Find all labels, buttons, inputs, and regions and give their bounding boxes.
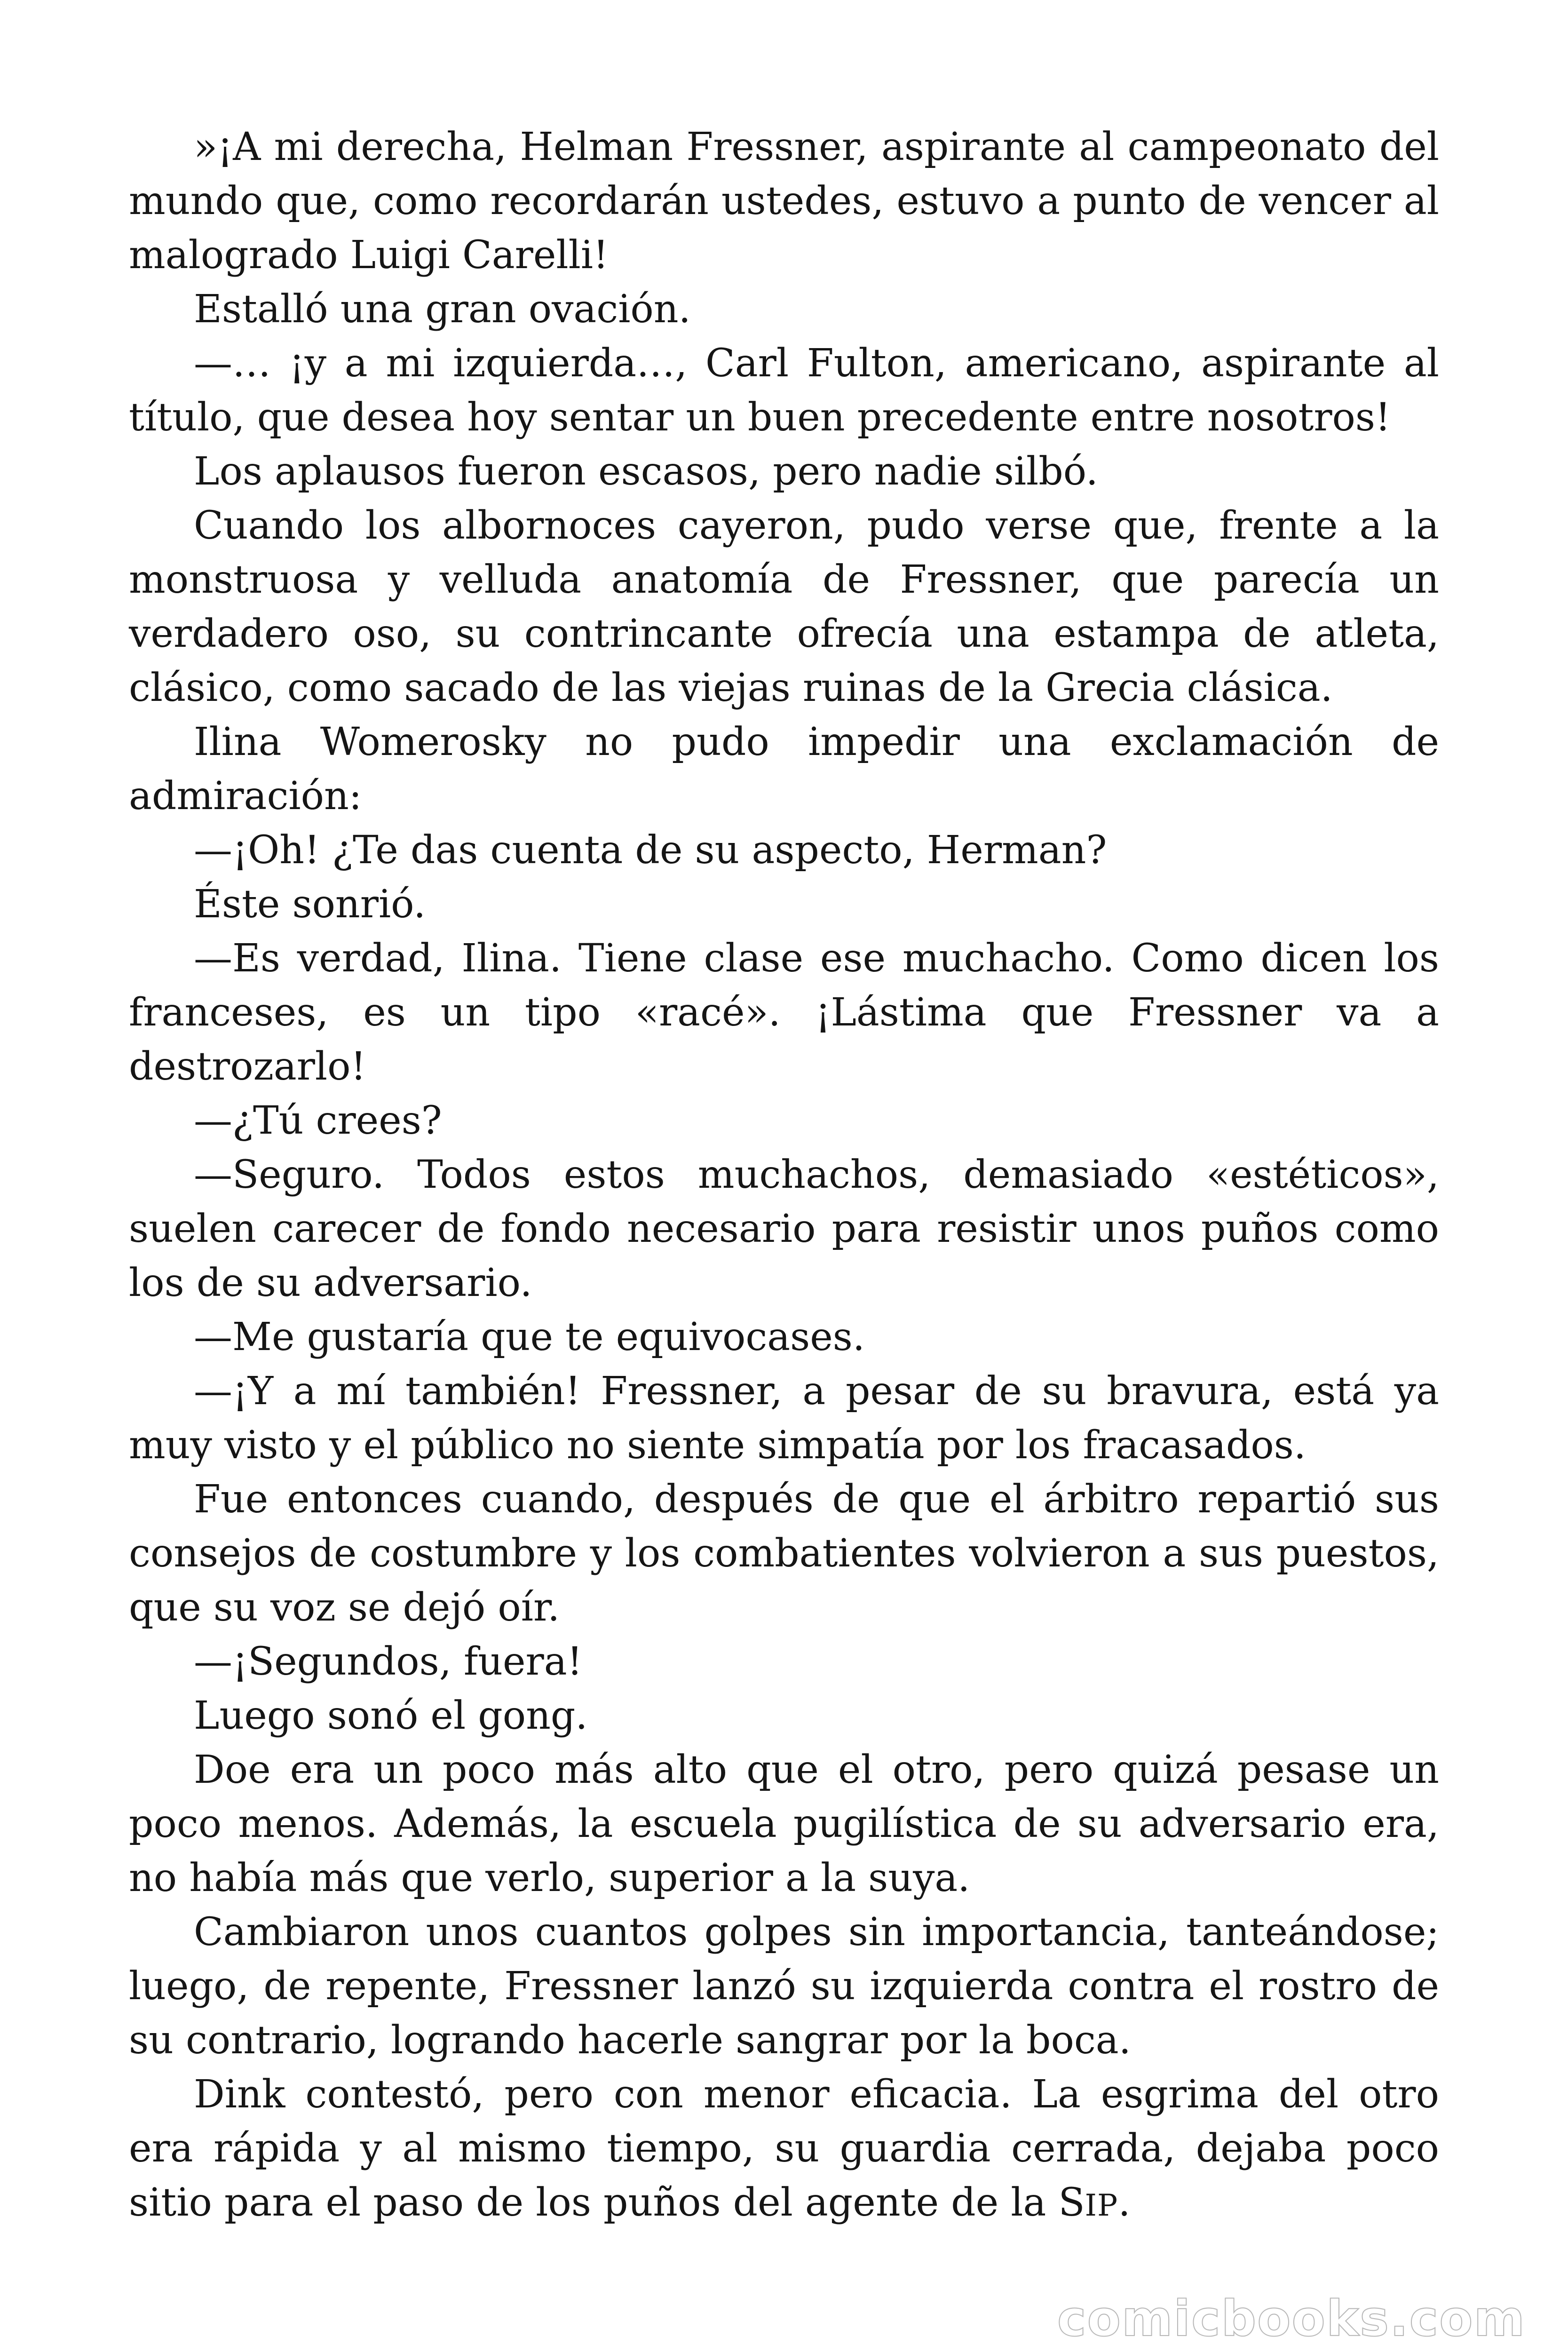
watermark: comicbooks.com	[1057, 2290, 1526, 2347]
paragraph: —¡Y a mí también! Fressner, a pesar de su bravura, está ya muy visto y el público no siente simpatía por los fracasados.	[129, 1369, 1439, 1468]
paragraph: Éste sonrió.	[194, 882, 426, 927]
paragraph: Doe era un poco más alto que el otro, pero quizá pesase un poco menos. Además, la escuela pugilística de su adversario era, no había más que verlo, superior a la suya.	[129, 1748, 1439, 1900]
smallcaps-initial: S	[1058, 2180, 1085, 2225]
paragraph: —… ¡y a mi izquierda…, Carl Fulton, americano, aspirante al título, que desea hoy sentar un buen precedente entre nosotros!	[129, 341, 1439, 440]
paragraph: —¿Tú crees?	[194, 1098, 442, 1143]
paragraph: —¡Segundos, fuera!	[194, 1639, 583, 1684]
paragraph-last	[129, 2067, 1439, 2233]
body-text	[129, 120, 1439, 2233]
paragraph: »¡A mi derecha, Helman Fressner, aspirante al campeonato del mundo que, como recordarán ustedes, estuvo a punto de vencer al malogrado Luigi Carelli!	[129, 125, 1439, 278]
paragraph: —Seguro. Todos estos muchachos, demasiado «estéticos», suelen carecer de fondo necesario para resistir unos puños como los de su adversario.	[129, 1152, 1439, 1305]
paragraph: Fue entonces cuando, después de que el árbitro repartió sus consejos de costumbre y los combatientes volvieron a sus puestos, que su voz se dejó oír.	[129, 1477, 1439, 1630]
paragraph: Luego sonó el gong.	[194, 1693, 588, 1738]
paragraph: Cuando los albornoces cayeron, pudo verse que, frente a la monstruosa y velluda anatomía de Fressner, que parecía un verdadero oso, su contrincante ofrecía una estampa de atleta, clásico, como sacado de las viejas ruinas de la Grecia clásica.	[129, 503, 1439, 710]
paragraph: —Me gustaría que te equivocases.	[194, 1315, 865, 1359]
paragraph: —¡Oh! ¿Te das cuenta de su aspecto, Herman?	[194, 828, 1107, 873]
paragraph: Cambiaron unos cuantos golpes sin importancia, tanteándose; luego, de repente, Fressner lanzó su izquierda contra el rostro de su contrario, logrando hacerle sangrar por la boca.	[129, 1910, 1439, 2063]
smallcaps-rest: IP	[1085, 2188, 1118, 2223]
paragraph-last-end: .	[1118, 2180, 1131, 2225]
paragraph: Estalló una gran ovación.	[194, 287, 691, 332]
paragraph: Ilina Womerosky no pudo impedir una exclamación de admiración:	[129, 720, 1439, 818]
paragraph: Los aplausos fueron escasos, pero nadie silbó.	[194, 449, 1098, 494]
paragraph: —Es verdad, Ilina. Tiene clase ese muchacho. Como dicen los franceses, es un tipo «racé». ¡Lástima que Fressner va a destrozarlo!	[129, 936, 1439, 1089]
paragraph-last-text: Dink contestó, pero con menor eficacia. La esgrima del otro era rápida y al mismo tiempo, su guardia cerrada, dejaba poco sitio para el paso de los puños del agente de la	[129, 2072, 1439, 2225]
